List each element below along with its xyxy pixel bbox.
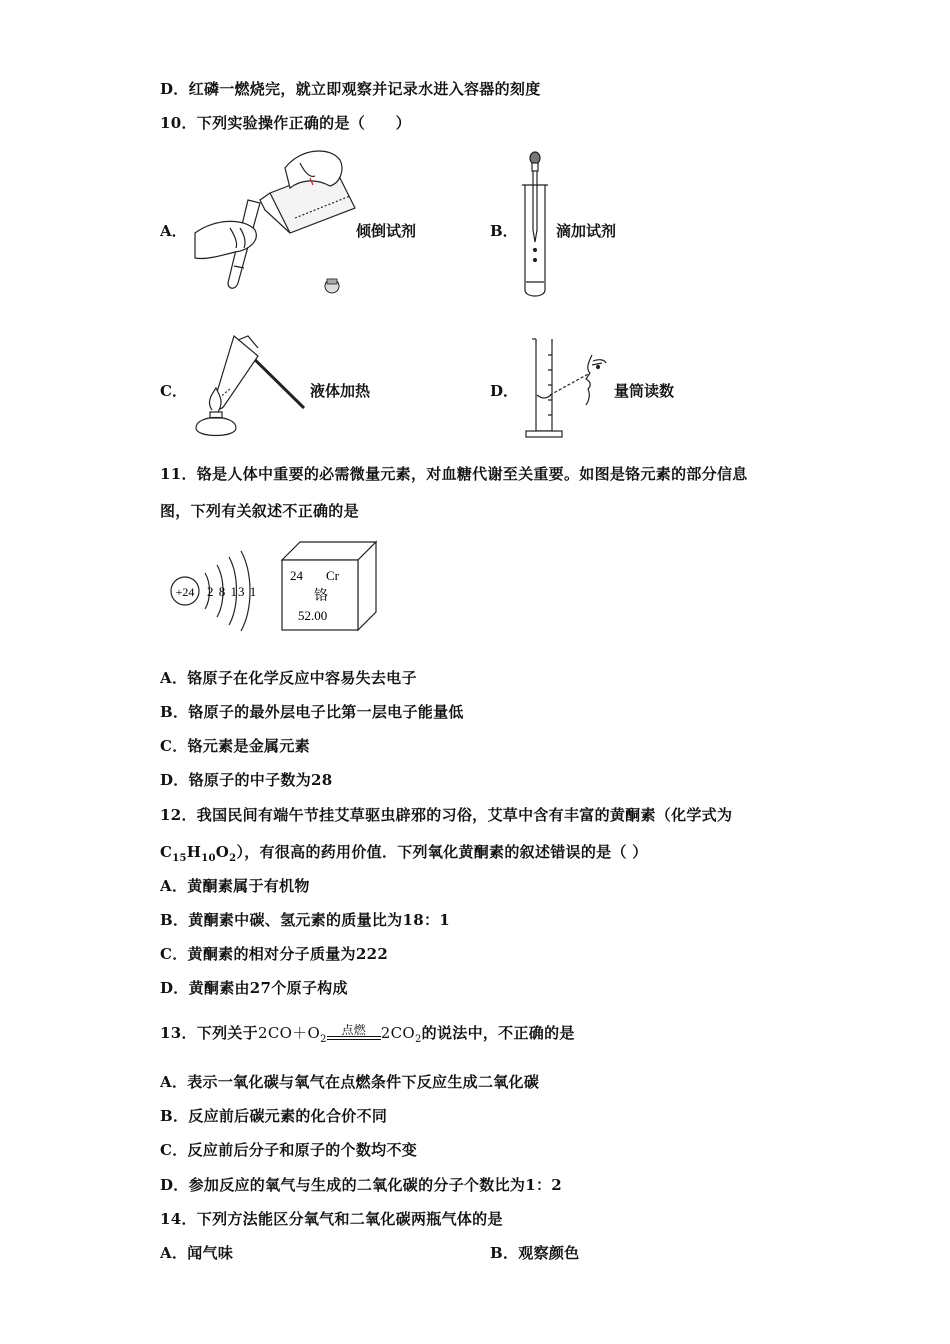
q13-stem-pre: 13．下列关于 — [160, 1024, 258, 1042]
q9-option-d: D．红磷一燃烧完，就立即观察并记录水进入容器的刻度 — [160, 80, 541, 98]
q10-option-d-caption: 量筒读数 — [614, 382, 675, 400]
q14-option-a: A．闻气味 — [160, 1244, 234, 1262]
formula-o: O — [215, 843, 230, 861]
element-symbol: Cr — [326, 568, 339, 583]
q13-option-d: D．参加反应的氧气与生成的二氧化碳的分子个数比为1：2 — [160, 1176, 562, 1194]
heating-liquid-figure — [186, 328, 311, 440]
formula-c: C — [160, 843, 173, 861]
q13-stem — [160, 1022, 575, 1045]
element-atomic-mass: 52.00 — [298, 608, 328, 623]
q11-option-a: A．铬原子在化学反应中容易失去电子 — [160, 669, 417, 687]
q11-option-c: C．铬元素是金属元素 — [160, 737, 310, 755]
equation-left: 2CO＋O — [257, 1024, 321, 1042]
q10-option-b-caption: 滴加试剂 — [556, 222, 617, 240]
q12-stem-rest: ），有很高的药用价值．下列氧化黄酮素的叙述错误的是（ ） — [236, 843, 648, 861]
q10-option-d-label: D． — [490, 382, 519, 400]
q12-stem-line1: 12．我国民间有端午节挂艾草驱虫辟邪的习俗，艾草中含有丰富的黄酮素（化学式为 — [160, 806, 733, 824]
q13-option-a: A．表示一氧化碳与氧气在点燃条件下反应生成二氧化碳 — [160, 1073, 540, 1091]
atom-nucleus-charge: +24 — [175, 585, 195, 599]
q14-stem: 14．下列方法能区分氧气和二氧化碳两瓶气体的是 — [160, 1210, 503, 1228]
equation-right-sub: 2 — [415, 1034, 422, 1045]
formula-h-sub: 10 — [201, 853, 216, 864]
q11-stem-line2: 图，下列有关叙述不正确的是 — [160, 502, 359, 520]
q10-option-c-label: C． — [160, 382, 187, 400]
q13-stem-post: 的说法中，不正确的是 — [421, 1024, 575, 1042]
q11-option-d: D．铬原子的中子数为28 — [160, 771, 333, 789]
equation-left-sub: 2 — [320, 1034, 327, 1045]
element-atomic-number: 24 — [290, 568, 303, 583]
q12-option-b: B．黄酮素中碳、氢元素的质量比为18：1 — [160, 911, 450, 929]
reaction-condition — [327, 1024, 381, 1040]
atom-electron-shells: 2 8 13 1 — [207, 584, 258, 599]
q13-option-c: C．反应前后分子和原子的个数均不变 — [160, 1141, 418, 1159]
chromium-element-cell — [280, 540, 380, 632]
q10-option-b-label: B． — [490, 222, 518, 240]
equation-right: 2CO — [380, 1024, 415, 1042]
chromium-atom-structure-diagram — [165, 545, 265, 635]
cylinder-reading-figure — [520, 335, 615, 441]
q10-option-a-caption: 倾倒试剂 — [356, 222, 417, 240]
formula-o-sub: 2 — [229, 853, 237, 864]
dropper-figure — [515, 150, 555, 300]
q14-option-b: B．观察颜色 — [490, 1244, 580, 1262]
formula-h: H — [186, 843, 202, 861]
pouring-reagent-figure — [190, 148, 360, 298]
q10-option-c-caption: 液体加热 — [310, 382, 371, 400]
condition-text: 点燃 — [341, 1023, 367, 1037]
q12-option-c: C．黄酮素的相对分子质量为222 — [160, 945, 389, 963]
element-name: 铬 — [314, 588, 328, 604]
q11-stem-line1: 11．铬是人体中重要的必需微量元素，对血糖代谢至关重要。如图是铬元素的部分信息 — [160, 465, 748, 483]
formula-c-sub: 15 — [172, 853, 187, 864]
q11-option-b: B．铬原子的最外层电子比第一层电子能量低 — [160, 703, 464, 721]
q13-option-b: B．反应前后碳元素的化合价不同 — [160, 1107, 388, 1125]
q12-option-d: D．黄酮素由27个原子构成 — [160, 979, 348, 997]
q10-stem: 10．下列实验操作正确的是（ ） — [160, 114, 411, 132]
q12-stem-line2 — [160, 841, 648, 864]
q12-option-a: A．黄酮素属于有机物 — [160, 877, 310, 895]
q10-option-a-label: A． — [160, 222, 187, 240]
